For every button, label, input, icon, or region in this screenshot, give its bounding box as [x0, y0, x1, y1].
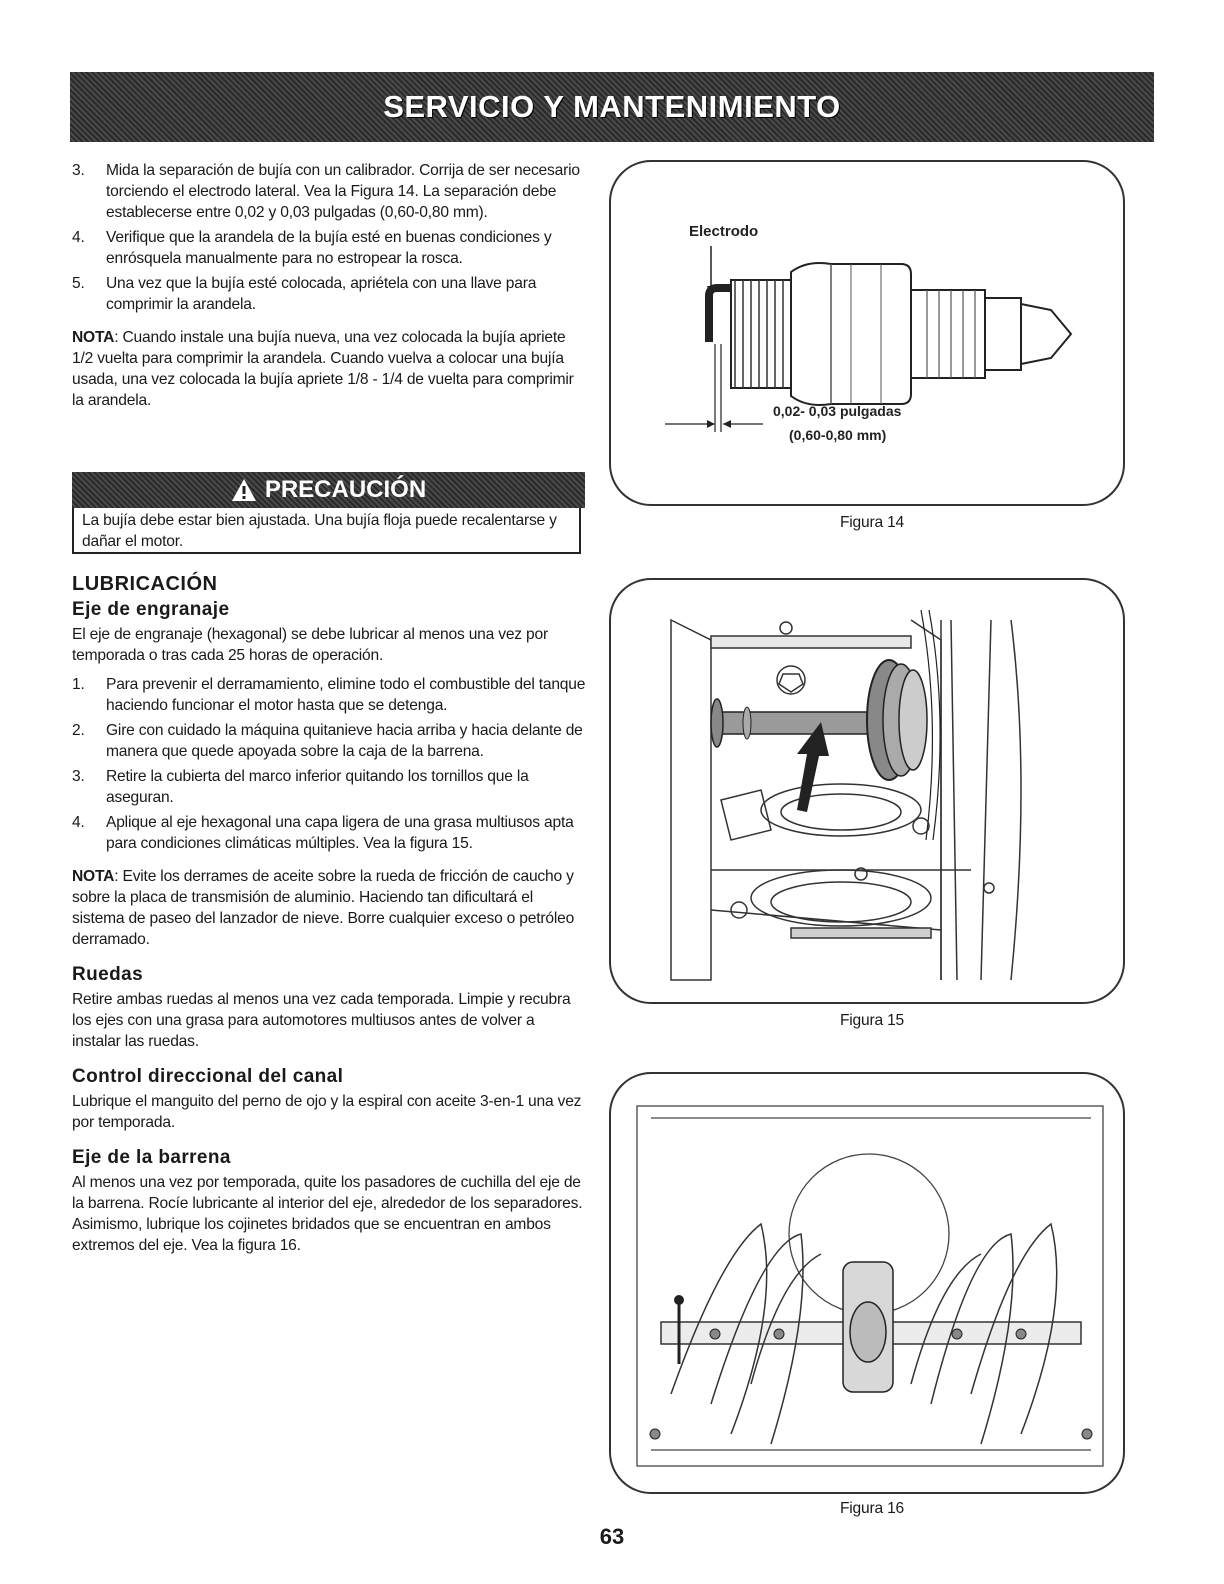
caution-header: [72, 472, 585, 508]
note-text: : Cuando instale una bujía nueva, una vez colocada la bujía apriete 1/2 vuelta para comprimir la arandela. Cuando vuelva a colocar una bujía usada, una vez colocada la bujía apriete 1/8 - 1/4 de vuelta para comprimir la arandela.: [72, 329, 574, 409]
spark-plug-diagram: [611, 162, 1123, 504]
list-item: 1. Para prevenir el derramamiento, elimine todo el combustible del tanque haciendo funcionar el motor hasta que se detenga.: [72, 676, 586, 714]
figure-16-caption: Figura 16: [839, 1500, 905, 1517]
auger-text: Al menos una vez por temporada, quite los pasadores de cuchilla del eje de la barrena. Rocíe lubricante al interior del eje, alrededor de los separadores. Asimismo, lubrique los cojinetes bridados que se encuentran en ambos extremos del eje. Vea la figura 16.: [72, 1174, 583, 1254]
figure-15-gear-shaft: [609, 578, 1125, 1004]
page-number: 63: [599, 1524, 625, 1549]
spark-plug-steps-block: [72, 160, 587, 419]
spark-note: [72, 327, 587, 411]
chute-title: Control direccional del canal: [72, 1066, 344, 1087]
caution-title: PRECAUCIÓN: [264, 476, 427, 503]
gap-label-mm: (0,60-0,80 mm): [789, 427, 887, 443]
list-item: 3. Retire la cubierta del marco inferior quitando los tornillos que la aseguran.: [72, 768, 529, 806]
list-item: 2. Gire con cuidado la máquina quitanieve hacia arriba y hacia delante de manera que quede apoyada sobre la caja de la barrena.: [72, 722, 583, 760]
gear-shaft-steps: [72, 674, 587, 854]
list-item: 4. Verifique que la arandela de la bujía esté en buenas condiciones y enrósquela manualmente para no estropear la rosca.: [72, 229, 552, 267]
figure-14-spark-plug: [609, 160, 1125, 506]
lubrication-section: [72, 574, 587, 1264]
caution-body: La bujía debe estar bien ajustada. Una bujía floja puede recalentarse y dañar el motor.: [72, 508, 581, 554]
section-header-banner: [70, 72, 1154, 142]
note-label: NOTA: [72, 868, 115, 885]
note-text: : Evite los derrames de aceite sobre la rueda de fricción de caucho y sobre la placa de transmisión de aluminio. Haciendo tan dificultará el sistema de paseo del lanzador de nieve. Borre cualquier exceso o petróleo derramado.: [72, 868, 575, 948]
list-item: 4. Aplique al eje hexagonal una capa ligera de una grasa multiusos apta para condiciones climáticas múltiples. Vea la figura 15.: [72, 814, 574, 852]
lubrication-title: LUBRICACIÓN: [72, 573, 218, 595]
gear-shaft-note: [72, 866, 587, 950]
figure-16-auger: [609, 1072, 1125, 1494]
figure-14-caption: Figura 14: [839, 514, 905, 531]
figure-15-caption: Figura 15: [839, 1012, 905, 1029]
chute-text: Lubrique el manguito del perno de ojo y la espiral con aceite 3-en-1 una vez por temporada.: [72, 1093, 582, 1131]
auger-title: Eje de la barrena: [72, 1147, 231, 1168]
spark-plug-steps: [72, 160, 587, 315]
warning-triangle-icon: [231, 478, 257, 502]
wheels-title: Ruedas: [72, 964, 144, 985]
gear-shaft-title: Eje de engranaje: [72, 599, 230, 620]
note-label: NOTA: [72, 329, 115, 346]
gap-label-inches: 0,02- 0,03 pulgadas: [773, 403, 902, 419]
gear-shaft-intro: El eje de engranaje (hexagonal) se debe lubricar al menos una vez por temporada o tras cada 25 horas de operación.: [72, 626, 548, 664]
electrode-label: Electrodo: [689, 223, 759, 240]
gear-shaft-diagram: [611, 580, 1123, 1002]
wheels-text: Retire ambas ruedas al menos una vez cada temporada. Limpie y recubra los ejes con una grasa para automotores multiusos antes de volver a instalar las ruedas.: [72, 991, 571, 1050]
list-item: 5. Una vez que la bujía esté colocada, apriétela con una llave para comprimir la arandela.: [72, 275, 537, 313]
section-title: SERVICIO Y MANTENIMIENTO: [383, 89, 841, 124]
auger-diagram: [611, 1074, 1123, 1492]
list-item: 3. Mida la separación de bujía con un calibrador. Corrija de ser necesario torciendo el electrodo lateral. Vea la Figura 14. La separación debe establecerse entre 0,02 y 0,03 pulgadas (0,60-0,80 mm).: [72, 162, 580, 221]
